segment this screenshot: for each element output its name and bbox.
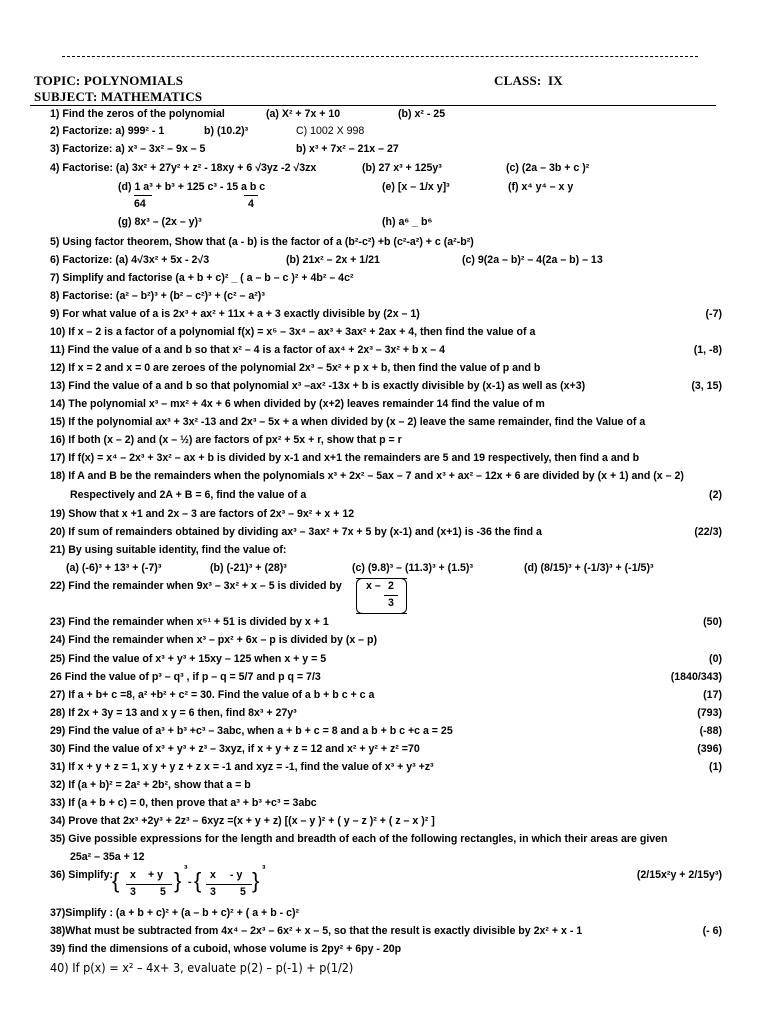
q36-numerator-y: + y bbox=[148, 869, 164, 881]
q2-part-c: C) 1002 X 998 bbox=[296, 125, 365, 137]
q21-part-a: (a) (-6)³ + 13³ + (-7)³ bbox=[66, 562, 162, 574]
q11-text: 11) Find the value of a and b so that x² – 4 is a factor of ax⁴ + 2x³ – 3x² + b x – 4 bbox=[50, 344, 445, 356]
q29-text: 29) Find the value of a³ + b³ +c³ – 3abc, when a + b + c = 8 and a b + b c +c a = 25 bbox=[50, 725, 453, 737]
q21-part-b: (b) (-21)³ + (28)³ bbox=[210, 562, 287, 574]
q22-text: 22) Find the remainder when 9x³ – 3x² + x – 5 is divided by bbox=[50, 580, 342, 592]
q19-text: 19) Show that x +1 and 2x – 3 are factors of 2x³ – 9x² + x + 12 bbox=[50, 508, 355, 520]
question-15 bbox=[0, 414, 768, 431]
question-23 bbox=[0, 614, 768, 631]
q4-part-e: (e) [x – 1/x y]³ bbox=[382, 181, 450, 193]
q21-part-d: (d) (8/15)³ + (-1/3)³ + (-1/5)³ bbox=[524, 562, 654, 574]
q4-part-g: (g) 8x³ – (2x – y)³ bbox=[118, 216, 202, 228]
question-4-denominators bbox=[0, 196, 768, 213]
class-value: IX bbox=[548, 73, 563, 88]
q2-text: 2) Factorize: a) 999² - 1 bbox=[50, 125, 165, 137]
question-40 bbox=[0, 959, 768, 976]
q36-denominator-4: 5 bbox=[240, 886, 246, 898]
q38-answer: (- 6) bbox=[702, 925, 722, 937]
question-8 bbox=[0, 288, 768, 305]
question-12 bbox=[0, 360, 768, 377]
question-3 bbox=[0, 141, 768, 158]
q15-text: 15) If the polynomial ax³ + 3x² -13 and 2x³ – 5x + a when divided by (x – 2) leave the same remainder, find the Value of a bbox=[50, 416, 646, 428]
question-37 bbox=[0, 905, 768, 922]
question-10 bbox=[0, 324, 768, 341]
question-20 bbox=[0, 524, 768, 541]
q14-text: 14) The polynomial x³ – mx² + 4x + 6 when divided by (x+2) leaves remainder 14 find the value of m bbox=[50, 398, 545, 410]
q22-divisor-denominator: 3 bbox=[388, 597, 394, 609]
q9-answer: (-7) bbox=[705, 308, 722, 320]
question-18-continued bbox=[0, 487, 768, 504]
q36-denominator-1: 3 bbox=[130, 886, 136, 898]
question-2 bbox=[0, 123, 768, 140]
q20-answer: (22/3) bbox=[694, 526, 722, 538]
q3-part-b: b) x³ + 7x² – 21x – 27 bbox=[296, 143, 399, 155]
q36-numerator-y2: - y bbox=[230, 869, 243, 881]
q8-text: 8) Factorise: (a² – b²)³ + (b² – c²)³ + (c² – a²)³ bbox=[50, 290, 265, 302]
question-30 bbox=[0, 741, 768, 758]
question-11 bbox=[0, 342, 768, 359]
question-29 bbox=[0, 723, 768, 740]
q25-answer: (0) bbox=[709, 653, 722, 665]
q1-part-a: (a) X² + 7x + 10 bbox=[266, 108, 341, 120]
q17-text: 17) If f(x) = x⁴ – 2x³ + 3x² – ax + b is divided by x-1 and x+1 the remainders are 5 and 19 respectively, then find a and b bbox=[50, 452, 640, 464]
q16-text: 16) If both (x – 2) and (x – ½) are factors of px² + 5x + r, show that p = r bbox=[50, 434, 402, 446]
q20-text: 20) If sum of remainders obtained by dividing ax³ – 3ax² + 7x + 5 by (x-1) and (x+1) is -36 the find a bbox=[50, 526, 542, 538]
q22-divisor-numerator: 2 bbox=[388, 580, 394, 592]
q4d-denominator-1: 64 bbox=[134, 198, 146, 210]
q6-text: 6) Factorize: (a) 4√3x² + 5x - 2√3 bbox=[50, 254, 210, 266]
q13-text: 13) Find the value of a and b so that polynomial x³ –ax² -13x + b is exactly divisible by (x-1) as well as (x+3) bbox=[50, 380, 586, 392]
top-dashed-divider bbox=[62, 56, 698, 57]
q3-text: 3) Factorize: a) x³ – 3x² – 9x – 5 bbox=[50, 143, 206, 155]
q2-part-b: b) (10.2)³ bbox=[204, 125, 249, 137]
q36-text: 36) Simplify: bbox=[50, 869, 113, 881]
question-19 bbox=[0, 506, 768, 523]
q36-denominator-2: 5 bbox=[160, 886, 166, 898]
question-31 bbox=[0, 759, 768, 776]
question-7 bbox=[0, 270, 768, 287]
question-26 bbox=[0, 669, 768, 686]
q22-fraction-bar bbox=[384, 595, 398, 596]
q40-text: 40) If p(x) = x² – 4x+ 3, evaluate p(2) – p(-1) + p(1/2) bbox=[50, 960, 354, 975]
q32-text: 32) If (a + b)² = 2a² + 2b², show that a = b bbox=[50, 779, 251, 791]
q34-text: 34) Prove that 2x³ +2y³ + 2z³ – 6xyz =(x + y + z) [(x – y )² + ( y – z )² + ( z – x )² ] bbox=[50, 815, 435, 827]
q33-text: 33) If (a + b + c) = 0, then prove that a³ + b³ +c³ = 3abc bbox=[50, 797, 317, 809]
q36-fraction-bar-1 bbox=[126, 884, 172, 885]
q6-part-c: (c) 9(2a – b)² – 4(2a – b) – 13 bbox=[462, 254, 603, 266]
q36-fraction-bar-2 bbox=[206, 884, 252, 885]
question-38 bbox=[0, 923, 768, 940]
q9-text: 9) For what value of a is 2x³ + ax² + 11x + a + 3 exactly divisible by (2x – 1) bbox=[50, 308, 420, 320]
q10-text: 10) If x – 2 is a factor of a polynomial f(x) = x⁵ – 3x⁴ – ax³ + 3ax² + 2ax + 4, then find the value of a bbox=[50, 326, 536, 338]
question-18 bbox=[0, 468, 768, 485]
question-6 bbox=[0, 252, 768, 269]
q11-answer: (1, -8) bbox=[693, 344, 722, 356]
class-label: CLASS: bbox=[494, 73, 542, 88]
q26-text: 26 Find the value of p³ – q³ , if p – q = 5/7 and p q = 7/3 bbox=[50, 671, 321, 683]
question-39 bbox=[0, 941, 768, 958]
question-1 bbox=[0, 106, 768, 123]
question-5 bbox=[0, 234, 768, 251]
q36-denominator-3: 3 bbox=[210, 886, 216, 898]
question-34 bbox=[0, 813, 768, 830]
q31-answer: (1) bbox=[709, 761, 722, 773]
topic-heading: TOPIC: POLYNOMIALS bbox=[34, 73, 184, 88]
q23-answer: (50) bbox=[703, 616, 722, 628]
q30-text: 30) Find the value of x³ + y³ + z³ – 3xyz, if x + y + z = 12 and x² + y² + z² =70 bbox=[50, 743, 420, 755]
q36-brace-close-2: } bbox=[252, 868, 260, 893]
q29-answer: (-88) bbox=[699, 725, 722, 737]
question-16 bbox=[0, 432, 768, 449]
q26-answer: (1840/343) bbox=[670, 671, 722, 683]
q35-text: 35) Give possible expressions for the length and breadth of each of the following rectangles, in which their areas are given bbox=[50, 833, 668, 845]
q28-text: 28) If 2x + 3y = 13 and x y = 6 then, find 8x³ + 27y³ bbox=[50, 707, 297, 719]
q4-text: 4) Factorise: (a) 3x² + 27y² + z² - 18xy + 6 √3yz -2 √3zx bbox=[50, 162, 317, 174]
q24-text: 24) Find the remainder when x³ – px² + 6x – p is divided by (x – p) bbox=[50, 634, 378, 646]
q4d-denominator-2: 4 bbox=[248, 198, 254, 210]
question-35-expression bbox=[0, 849, 768, 866]
question-28 bbox=[0, 705, 768, 722]
q30-answer: (396) bbox=[697, 743, 722, 755]
q6-part-b: (b) 21x² – 2x + 1/21 bbox=[286, 254, 380, 266]
q31-text: 31) If x + y + z = 1, x y + y z + z x = -1 and xyz = -1, find the value of x³ + y³ +z³ bbox=[50, 761, 434, 773]
q13-answer: (3, 15) bbox=[691, 380, 722, 392]
q37-text: 37)Simplify : (a + b + c)² + (a – b + c)² + ( a + b - c)² bbox=[50, 907, 300, 919]
q21-text: 21) By using suitable identity, find the value of: bbox=[50, 544, 287, 556]
q27-answer: (17) bbox=[703, 689, 722, 701]
q18-answer: (2) bbox=[709, 489, 722, 501]
q36-brace-close-1: } bbox=[174, 868, 182, 893]
q5-text: 5) Using factor theorem, Show that (a - b) is the factor of a (b²-c²) +b (c²-a²) + c (a²-b²) bbox=[50, 236, 474, 248]
question-13 bbox=[0, 378, 768, 395]
question-21 bbox=[0, 542, 768, 559]
q4-part-b: (b) 27 x³ + 125y³ bbox=[362, 162, 442, 174]
q39-text: 39) find the dimensions of a cuboid, whose volume is 2py² + 6py - 20p bbox=[50, 943, 402, 955]
question-27 bbox=[0, 687, 768, 704]
question-14 bbox=[0, 396, 768, 413]
q18-text-continued: Respectively and 2A + B = 6, find the value of a bbox=[70, 489, 307, 501]
subject-heading: SUBJECT: MATHEMATICS bbox=[34, 89, 203, 104]
q4-part-c: (c) (2a – 3b + c )² bbox=[506, 162, 590, 174]
q38-text: 38)What must be subtracted from 4x⁴ – 2x³ – 6x² + x – 5, so that the result is exactly divisible by 2x² + x - 1 bbox=[50, 925, 583, 937]
q12-text: 12) If x = 2 and x = 0 are zeroes of the polynomial 2x³ – 5x² + p x + b, then find the value of p and b bbox=[50, 362, 541, 374]
q36-power-1: ³ bbox=[184, 863, 188, 875]
q4-part-f: (f) x⁴ y⁴ – x y bbox=[508, 181, 574, 193]
question-4-row-2 bbox=[0, 179, 768, 196]
question-35 bbox=[0, 831, 768, 848]
q1-text: 1) Find the zeros of the polynomial bbox=[50, 108, 225, 120]
question-9 bbox=[0, 306, 768, 323]
q22-bracket-right bbox=[356, 578, 407, 614]
q36-brace-open-2: { bbox=[194, 868, 202, 893]
q23-text: 23) Find the remainder when x⁵¹ + 51 is divided by x + 1 bbox=[50, 616, 329, 628]
q4-part-h: (h) a⁶ _ b⁶ bbox=[382, 216, 433, 228]
q22-divisor-x: x – bbox=[366, 580, 381, 592]
q18-text: 18) If A and B be the remainders when the polynomials x³ + 2x² – 5ax – 7 and x³ + ax² – 12x + 6 are divided by (x + 1) and (x – 2) bbox=[50, 470, 684, 482]
q28-answer: (793) bbox=[697, 707, 722, 719]
q4-part-d: (d) 1 a³ + b³ + 125 c³ - 15 a b c bbox=[118, 181, 266, 193]
q36-minus: - bbox=[188, 876, 192, 888]
q1-part-b: (b) x² - 25 bbox=[398, 108, 446, 120]
q35-expression: 25a² – 35a + 12 bbox=[70, 851, 145, 863]
q25-text: 25) Find the value of x³ + y³ + 15xy – 125 when x + y = 5 bbox=[50, 653, 327, 665]
question-4 bbox=[0, 160, 768, 177]
q36-numerator-x2: x bbox=[210, 869, 216, 881]
question-24 bbox=[0, 632, 768, 649]
q27-text: 27) If a + b+ c =8, a² +b² + c² = 30. Find the value of a b + b c + c a bbox=[50, 689, 375, 701]
question-32 bbox=[0, 777, 768, 794]
question-21-parts bbox=[0, 560, 768, 577]
question-4-row-3 bbox=[0, 214, 768, 231]
q36-brace-open-1: { bbox=[112, 868, 120, 893]
question-17 bbox=[0, 450, 768, 467]
question-25 bbox=[0, 651, 768, 668]
q36-numerator-x: x bbox=[130, 869, 136, 881]
q36-answer: (2/15x²y + 2/15y³) bbox=[636, 869, 722, 881]
q21-part-c: (c) (9.8)³ – (11.3)³ + (1.5)³ bbox=[352, 562, 473, 574]
question-33 bbox=[0, 795, 768, 812]
q7-text: 7) Simplify and factorise (a + b + c)² _ ( a – b – c )² + 4b² – 4c² bbox=[50, 272, 354, 284]
q36-power-2: ³ bbox=[262, 863, 266, 875]
